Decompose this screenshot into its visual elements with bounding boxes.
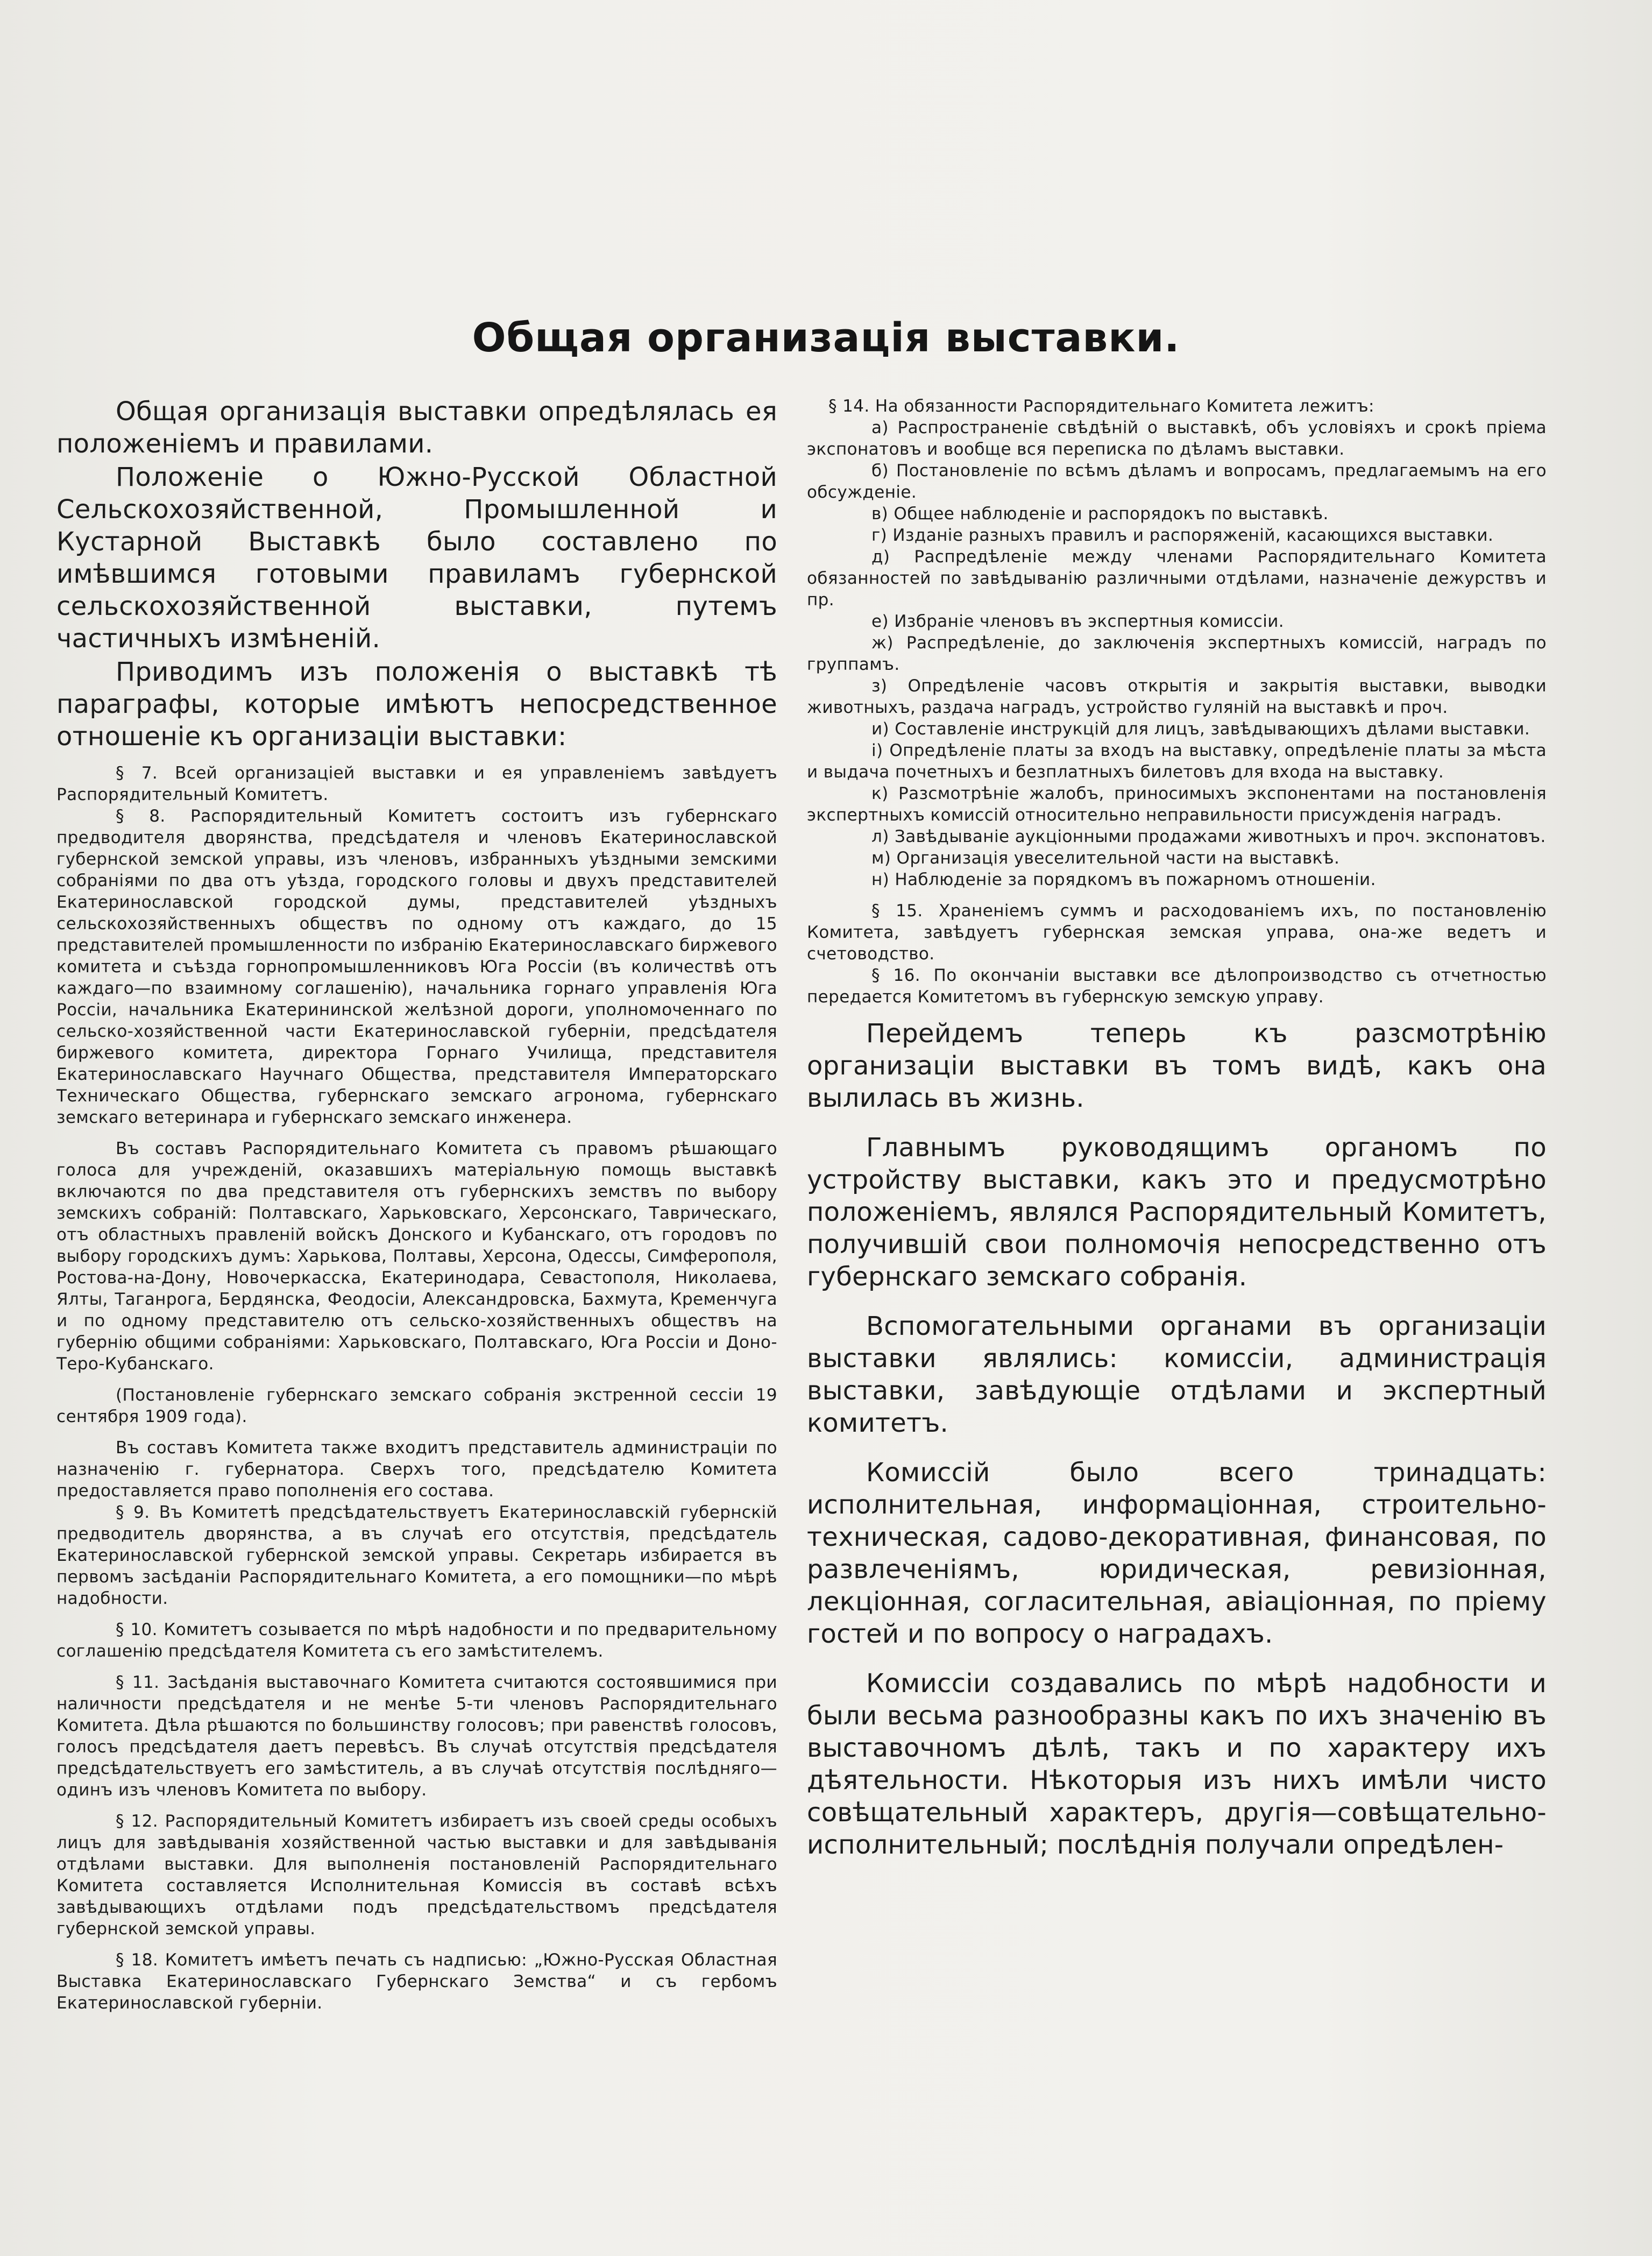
lead-paragraph: Приводимъ изъ положенiя о выставкѣ тѣ параграфы, которые имѣютъ непосредственное отношенiе къ организацiи выставки: (56, 657, 777, 752)
section-10: § 10. Комитетъ созывается по мѣрѣ надобности и по предварительному соглашенiю предсѣдателя Комитета съ его замѣстителемъ. (56, 1620, 777, 1661)
list-item: г) Изданiе разныхъ правилъ и распоряженiй, касающихся выставки. (871, 526, 1494, 545)
section-12: § 12. Распорядительный Комитетъ избираетъ изъ своей среды особыхъ лицъ для завѣдыванiя хозяйственной частью выставки и для завѣдыванiя отдѣлами выставки. Для выполненiя постановленiй Распорядительнаго Комитета составляется Исполнительная Комиссiя въ составѣ всѣхъ завѣдывающихъ отдѣлами подъ предсѣдательствомъ предсѣдателя губернской земской управы. (56, 1812, 777, 1939)
lead-paragraph: Комиссiи создавались по мѣрѣ надобности и были весьма разнообразны какъ по ихъ значенiю въ выставочномъ дѣлѣ, такъ и по характеру ихъ дѣятельности. Нѣкоторыя изъ нихъ имѣли чисто совѣщательный характеръ, другiя—совѣщательно-исполнительный; послѣднiя получали опредѣлен- (807, 1668, 1547, 1860)
section-18: § 18. Комитетъ имѣетъ печать съ надписью: „Южно-Русская Областная Выставка Екатеринославскаго Губернскаго Земства“ и съ гербомъ Екатеринославской губернiи. (56, 1950, 777, 2013)
list-item: в) Общее наблюденiе и распорядокъ по выставкѣ. (871, 504, 1329, 524)
list-item: л) Завѣдыванiе аукцiонными продажами животныхъ и проч. экспонатовъ. (871, 827, 1546, 846)
lead-paragraph: Комиссiй было всего тринадцать: исполнительная, информацiонная, строительно-техническая, садово-декоративная, финансовая, по развлеченiямъ, юридическая, ревизiонная, лекцiонная, согласительная, авiацiонная, по прiему гостей и по вопросу о наградахъ. (807, 1458, 1547, 1649)
section-15: § 15. Храненiемъ суммъ и расходованiемъ ихъ, по постановленiю Комитета, завѣдуетъ губернская земская управа, она-же ведетъ и счетоводство. (807, 901, 1547, 964)
page-title: Общая организацiя выставки. (472, 315, 1180, 361)
list-item: з) Опредѣленiе часовъ открытiя и закрытiя выставки, выводки животныхъ, раздача наградъ, устройство гулянiй на выставкѣ и проч. (807, 676, 1547, 717)
list-item: б) Постановленiе по всѣмъ дѣламъ и вопросамъ, предлагаемымъ на его обсужденiе. (807, 461, 1547, 502)
section-7: § 7. Всей организацiей выставки и ея управленiемъ завѣдуетъ Распорядительный Комитетъ. (56, 763, 777, 804)
section-9: § 9. Въ Комитетѣ предсѣдательствуетъ Екатеринославскiй губернскiй предводитель дворянства, а въ случаѣ его отсутствiя, предсѣдатель Екатеринославской губернской земской управы. Секретарь избирается въ первомъ засѣданiи Распорядительнаго Комитета, а его помощники—по мѣрѣ надобности. (56, 1503, 777, 1608)
section-14-heading: § 14. На обязанности Распорядительнаго Комитета лежитъ: (828, 397, 1374, 416)
lead-paragraph: Положенiе о Южно-Русской Областной Сельскохозяйственной, Промышленной и Кустарной Выставкѣ было составлено по имѣвшимся готовыми правиламъ губернской сельскохозяйственной выставки, путемъ частичныхъ измѣненiй. (56, 462, 777, 654)
list-item: i) Опредѣленiе платы за входъ на выставку, опредѣленiе платы за мѣста и выдача почетныхъ и безплатныхъ билетовъ для входа на выставку. (807, 741, 1547, 782)
list-item: н) Наблюденiе за порядкомъ въ пожарномъ отношенiи. (871, 870, 1376, 889)
left-column (56, 395, 777, 2014)
lead-paragraph: Вспомогательными органами въ организацiи выставки являлись: комиссiи, администрацiя выставки, завѣдующiе отдѣлами и экспертный комитетъ. (807, 1311, 1547, 1438)
list-item: и) Составленiе инструкцiй для лицъ, завѣдывающихъ дѣлами выставки. (871, 719, 1530, 739)
list-item: к) Разсмотрѣнiе жалобъ, приносимыхъ экспонентами на постановленiя экспертныхъ комиссiй относительно неправильности присужденiя наградъ. (807, 784, 1547, 825)
list-item: ж) Распредѣленiе, до заключенiя экспертныхъ комиссiй, наградъ по группамъ. (807, 633, 1547, 674)
section-8-composition: Въ составъ Распорядительнаго Комитета съ правомъ рѣшающаго голоса для учрежденiй, оказавшихъ матерiальную помощь выставкѣ включаются по два представителя отъ губернскихъ земствъ по выбору земскихъ собранiй: Полтавскаго, Харьковскаго, Херсонскаго, Таврическаго, отъ областныхъ правленiй войскъ Донского и Кубанскаго, отъ городовъ по выбору городскихъ думъ: Харькова, Полтавы, Херсона, Одессы, Симферополя, Ростова-на-Дону, Новочеркасска, Екатеринодара, Севастополя, Николаева, Ялты, Таганрога, Бердянска, Феодосiи, Александровска, Бахмута, Кременчуга и по одному представителю отъ сельско-хозяйственныхъ обществъ на губернiю общими собранiями: Харьковскаго, Полтавскаго, Юга Россiи и Доно-Теро-Кубанскаго. (56, 1139, 777, 1374)
list-item: д) Распредѣленiе между членами Распорядительнаго Комитета обязанностей по завѣдыванiю различными отдѣлами, назначенiе дежурствъ и пр. (807, 547, 1547, 610)
right-column (807, 395, 1547, 1862)
list-item: м) Организацiя увеселительной части на выставкѣ. (871, 848, 1340, 868)
section-16: § 16. По окончанiи выставки все дѣлопроизводство съ отчетностью передается Комитетомъ въ губернскую земскую управу. (807, 966, 1547, 1007)
lead-paragraph: Главнымъ руководящимъ органомъ по устройству выставки, какъ это и предусмотрѣно положенiемъ, являлся Распорядительный Комитетъ, получившiй свои полномочiя непосредственно отъ губернскаго земскаго собранiя. (807, 1133, 1547, 1292)
lead-paragraph: Общая организацiя выставки опредѣлялась ея положенiемъ и правилами. (56, 397, 777, 459)
administration-representative: Въ составъ Комитета также входитъ представитель администрацiи по назначенiю г. губернатора. Сверхъ того, предсѣдателю Комитета предоставляется право пополненiя его состава. (56, 1438, 777, 1501)
lead-paragraph: Перейдемъ теперь къ разсмотрѣнiю организацiи выставки въ томъ видѣ, какъ она вылилась въ жизнь. (807, 1019, 1547, 1113)
list-item: а) Распространенiе свѣдѣнiй о выставкѣ, объ условiяхъ и срокѣ прiема экспонатовъ и вообще вся переписка по дѣламъ выставки. (807, 418, 1547, 459)
section-11: § 11. Засѣданiя выставочнаго Комитета считаются состоявшимися при наличности предсѣдателя и не менѣе 5-ти членовъ Распорядительнаго Комитета. Дѣла рѣшаются по большинству голосовъ; при равенствѣ голосовъ, голосъ предсѣдателя даетъ перевѣсъ. Въ случаѣ отсутствiя предсѣдателя предсѣдательствуетъ его замѣститель, а въ случаѣ отсутствiя послѣдняго—одинъ изъ членовъ Комитета по выбору. (56, 1673, 777, 1800)
section-8: § 8. Распорядительный Комитетъ состоитъ изъ губернскаго предводителя дворянства, предсѣдателя и членовъ Екатеринославской губернской земской управы, изъ членовъ, избранныхъ уѣздными земскими собранiями по два отъ уѣзда, городского головы и двухъ представителей Екатеринославской городской думы, представителей уѣздныхъ сельскохозяйственныхъ обществъ по одному отъ каждаго, до 15 представителей промышленности по избранiю Екатеринославскаго биржевого комитета и съѣзда горнопромышленниковъ Юга Россiи (въ количествѣ отъ каждаго—по взаимному соглашенiю), начальника горнаго управленiя Юга Россiи, начальника Екатерининской желѣзной дороги, уполномоченнаго по сельско-хозяйственной части Екатеринославской губернiи, предсѣдателя биржевого комитета, директора Горнаго Училища, представителя Екатеринославскаго Научнаго Общества, представителя Императорскаго Техническаго Общества, губернскаго земскаго агронома, губернскаго земскаго ветеринара и губернскаго земскаго инженера. (56, 807, 777, 1127)
list-item: е) Избранiе членовъ въ экспертныя комиссiи. (871, 612, 1285, 631)
resolution-note: (Постановленiе губернскаго земскаго собранiя экстренной сессiи 19 сентября 1909 года). (56, 1385, 777, 1426)
section-14-list (807, 417, 1547, 890)
